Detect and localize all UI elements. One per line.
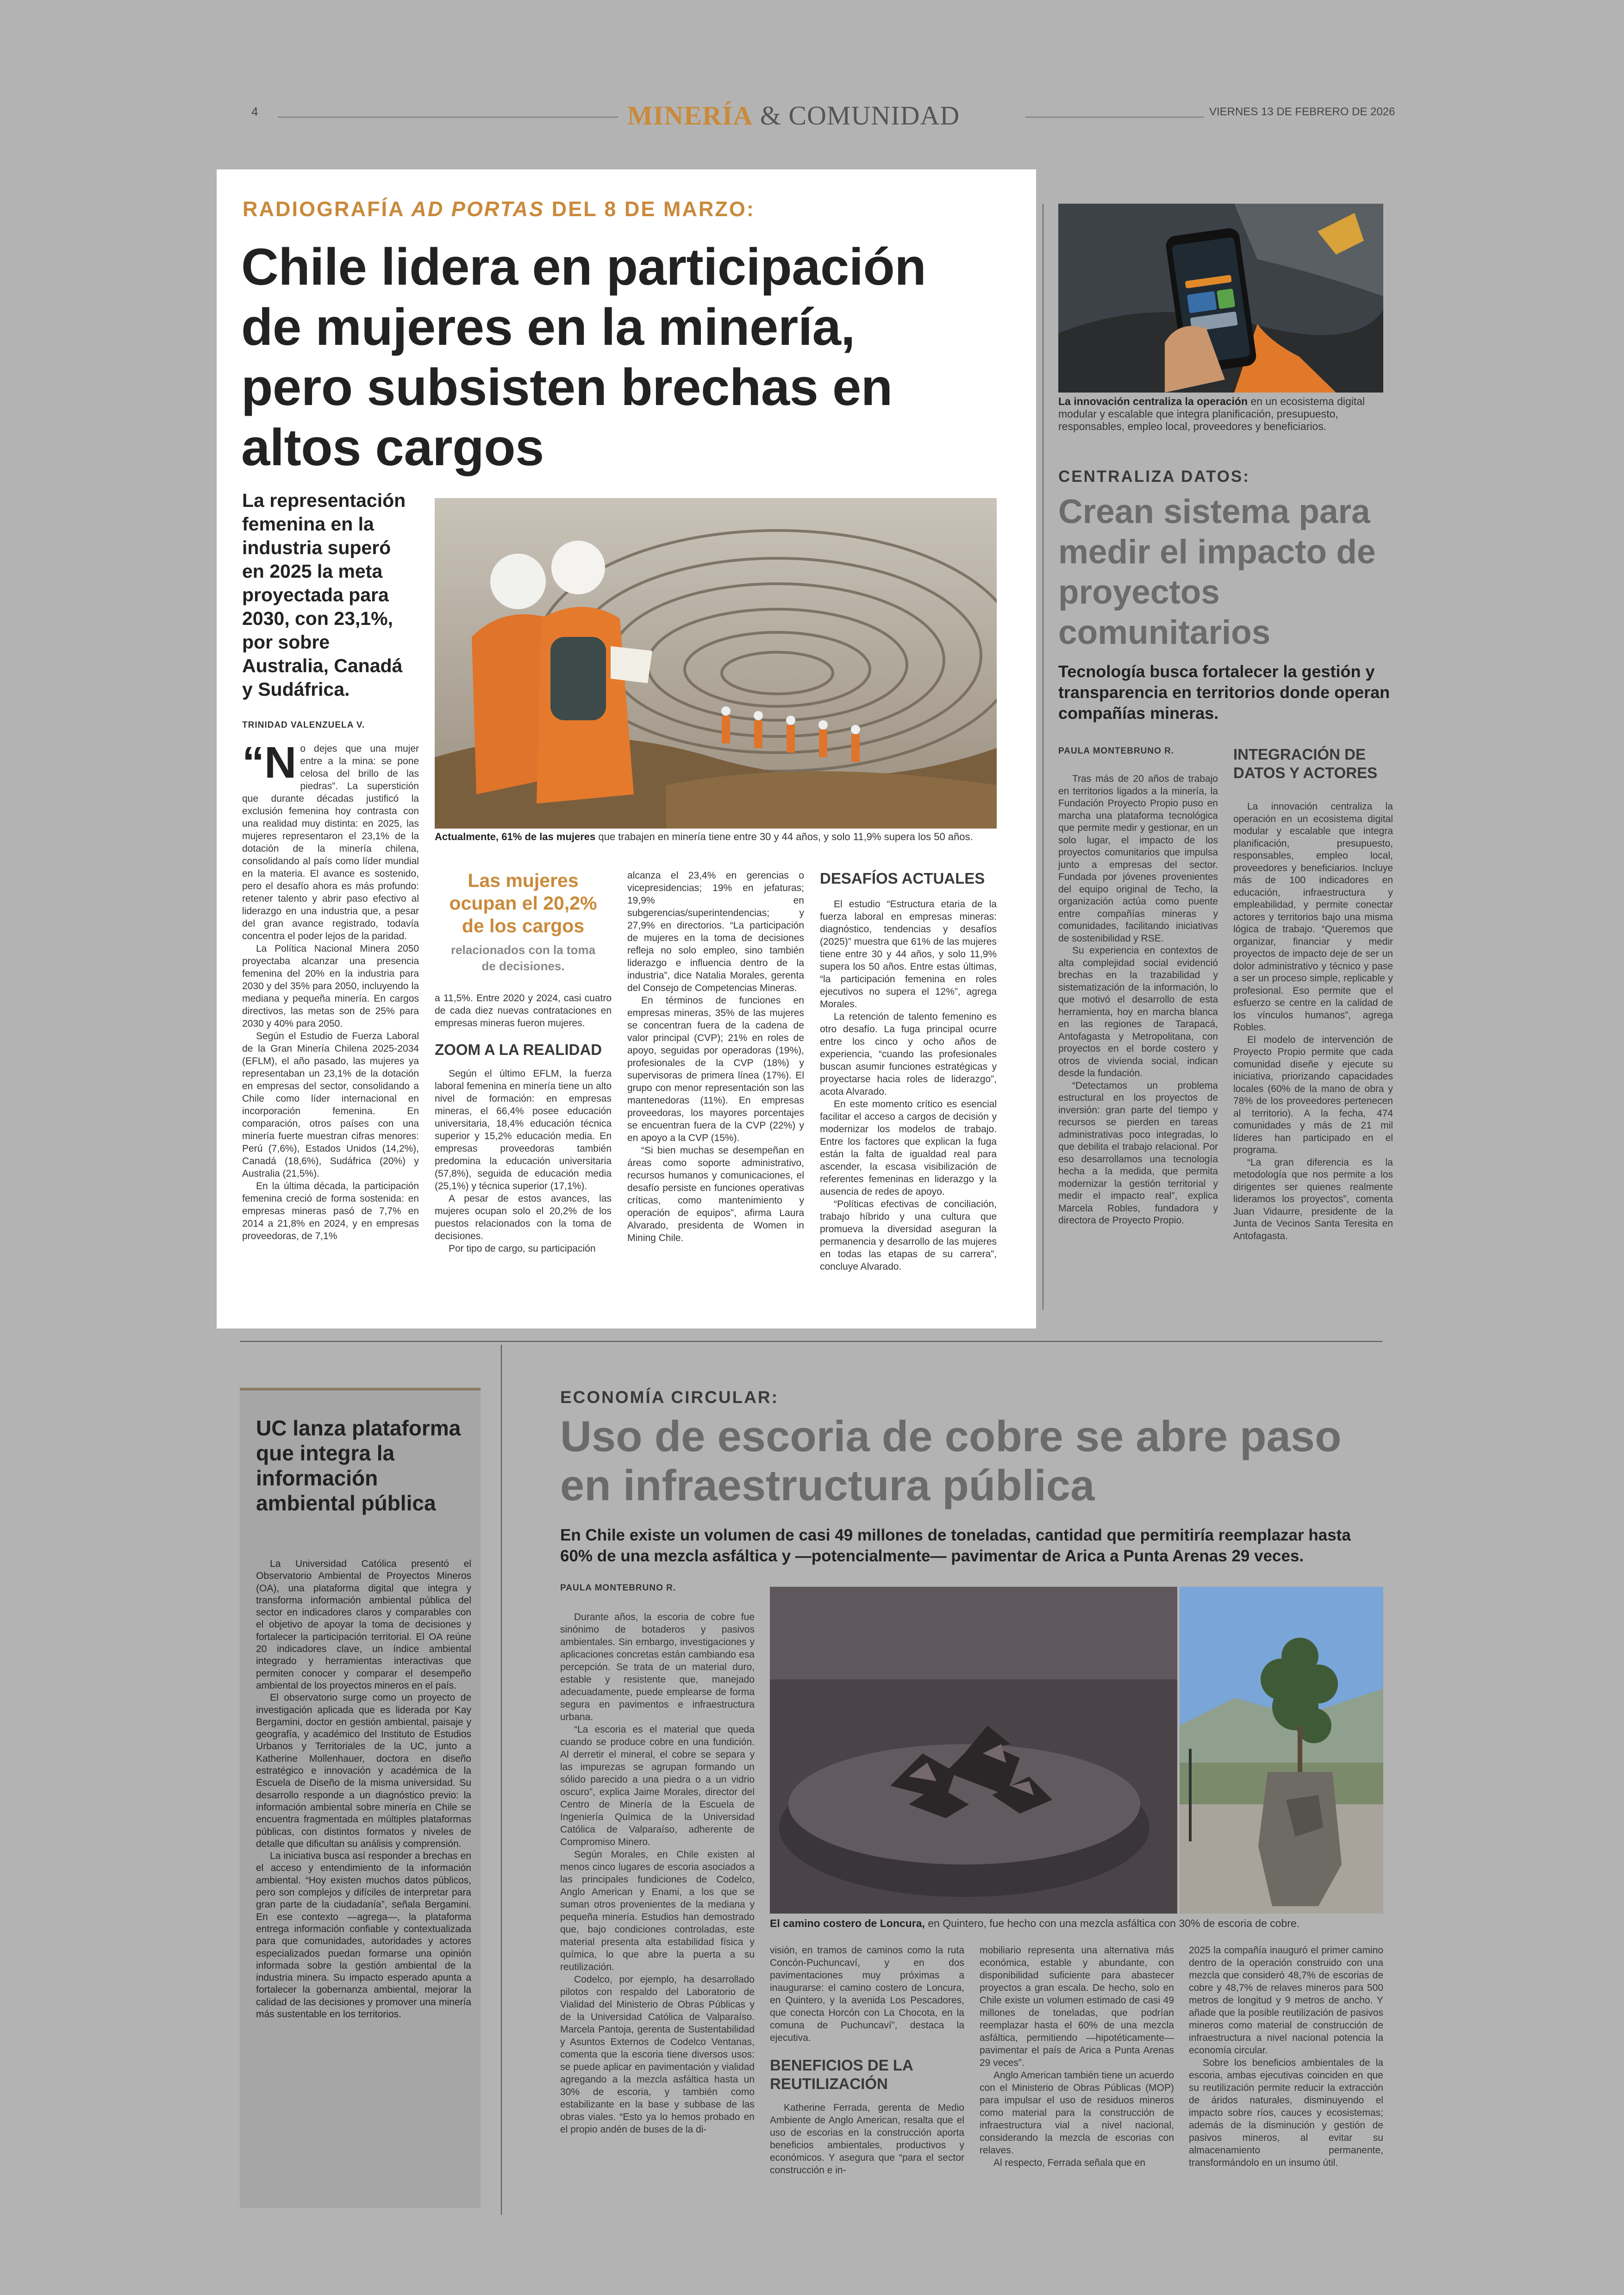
bottom-col3-p1: mobiliario representa una alternativa más económica, estable y abundante, con disponibilidad suficiente para abastecer proyectos a gran escala. De hecho, solo en Chile existe un volumen estimado de casi 49 millones de toneladas, que podrían reemplazar hasta el 60% de una mezcla asfáltica, permitiendo —hipotéticamente— pavimentar el país de Arica a Punta Arenas 29 veces”.: [980, 1945, 1174, 2068]
header-rule-left: [278, 117, 618, 118]
bottom-article: [560, 1384, 1384, 2213]
right-kicker: CENTRALIZA DATOS:: [1058, 468, 1250, 486]
page-header: [0, 93, 1624, 143]
section-title-part2: COMUNIDAD: [788, 100, 960, 131]
main-col1-p2: La Política Nacional Minera 2050 proyectaba alcanzar una presencia femenina del 20% en la industria para 2030 y del 35% para 2050, incluyendo la mediana y pequeña minería. En cargos directivos, las metas son de 25% para 2030 y 40% para 2050.: [242, 943, 419, 1029]
pull-quote: [435, 869, 612, 974]
right-col2-head: INTEGRACIÓN DE DATOS Y ACTORES: [1233, 746, 1378, 781]
right-photo-caption: [1058, 395, 1383, 433]
main-col3-p2: En términos de funciones en empresas mineras, 35% de las mujeres se concentran fuera de la cadena de valor principal (CVP); 21% en roles de apoyo, seguidas por operadoras (19%), profesionales de la CVP (18%) y supervisoras de primera línea (17%). El grupo con menor representación son las mantenedoras (11%). En empresas proveedoras, los mayores porcentajes se encuentran fuera de la CVP (22%) y en apoyo a la CVP (15%).: [627, 995, 804, 1143]
pull-quote-sub: relacionados con la toma de decisiones.: [450, 943, 596, 973]
bottom-col2-head: BENEFICIOS DE LA REUTILIZACIÓN: [770, 2057, 913, 2092]
bottom-kicker: ECONOMÍA CIRCULAR:: [560, 1388, 779, 1407]
bottom-col1-p3: Según Morales, en Chile existen al menos cinco lugares de escoria asociados a las principales fundiciones de Codelco, Anglo American y Enami, a los que se suman otros provenientes de la mediana y pequeña minería. Estudios han demostrado que, bajo condiciones controladas, este material presenta alta estabilidad física y química, lo que abre la puerta a su reutilización.: [560, 1849, 755, 1972]
bottom-col3-p3: Al respecto, Ferrada señala que en: [993, 2158, 1146, 2168]
main-col2-p4: Por tipo de cargo, su participación: [449, 1243, 596, 1254]
sidebar-p2: El observatorio surge como un proyecto de investigación aplicada que es liderada por Kay Bergamini, doctor en gestión ambiental, paisaje y geografía, y académico del Instituto de Estudios Urbanos y Territoriales de la UC, junto a Katherine Mollenhauer, doctora en diseño estratégico e innovación y académica de la Escuela de Diseño de la misma universidad. Su desarrollo responde a un diagnóstico previo: la información ambiental sobre minería en Chile se encuentra fragmentada en múltiples plataformas públicas, con distintos formatos y niveles de detalle que dificultan su análisis y comprensión.: [256, 1692, 471, 1849]
section-title-amp: &: [753, 100, 789, 131]
main-col1: [242, 738, 419, 1242]
main-photo: [435, 498, 997, 829]
main-col3-p1: alcanza el 23,4% en gerencias o vicepresidencias; 19% en jefaturas; 19,9% en subgerencias/superintendencias; y 27,9% en directorios. “La participación de mujeres en la toma de decisiones refleja no solo empleo, sino también liderazgo e influencia dentro de la industria”, dice Natalia Morales, gerenta del Consejo de Competencias Mineras.: [627, 870, 804, 993]
bottom-byline: PAULA MONTEBRUNO R.: [560, 1583, 676, 1593]
main-col3: [627, 869, 804, 1244]
main-col4-head: DESAFÍOS ACTUALES: [820, 870, 985, 887]
bottom-col1-p2: “La escoria es el material que queda cuando se produce cobre en una fundición. Al derretir el mineral, el cobre se separa y las impurezas se agrupan formando un sólido parecido a una piedra o a un vidrio oscuro”, explica Jaime Morales, director del Centro de Minería de la Escuela de Ingeniería Química de la Universidad Católica de Valparaíso, adherente de Compromiso Minero.: [560, 1724, 755, 1847]
main-byline: TRINIDAD VALENZUELA V.: [242, 720, 365, 730]
right-byline: PAULA MONTEBRUNO R.: [1058, 746, 1174, 756]
bottom-photo-caption-bold: El camino costero de Loncura,: [770, 1917, 925, 1929]
sidebar-headline: UC lanza plataforma que integra la información ambiental pública: [256, 1416, 461, 1515]
sidebar-p3: La iniciativa busca así responder a brechas en el acceso y entendimiento de la información ambiental. “Hoy existen muchos datos públicos, pero son complejos y difíciles de interpretar para gran parte de la ciudadanía”, señala Bergamini. En ese contexto —agrega—, la plataforma entrega información confiable y contextualizada para que comunidades, autoridades y actores especializados puedan formarse una opinión informada sobre la gestión ambiental de la industria minera. Su impacto esperado apunta a fortalecer la gobernanza ambiental, mejorar la calidad de las decisiones y promover una minería más sustentable en los territorios.: [256, 1851, 471, 2020]
main-col4-p1: El estudio “Estructura etaria de la fuerza laboral en empresas mineras: diagnóstico, tendencias y desafíos (2025)” muestra que 61% de las mujeres tiene entre 30 y 44 años, y solo 11,9% supera los 50 años. Entre estas últimas, “la participación femenina en roles ejecutivos no supera el 12%”, agrega Morales.: [820, 899, 997, 1010]
right-photo: [1058, 204, 1383, 393]
right-headline: Crean sistema para medir el impacto de proyectos comunitarios: [1058, 493, 1376, 651]
main-photo-caption-rest: que trabajen en minería tiene entre 30 y 44 años, y solo 11,9% supera los 50 años.: [595, 831, 973, 842]
main-col4-p4: “Políticas efectivas de conciliación, trabajo híbrido y una cultura que promueva la diversidad aseguran la permanencia y desarrollo de las mujeres en todas las etapas de su carrera”, concluye Alvarado.: [820, 1199, 997, 1272]
sidebar-p1: La Universidad Católica presentó el Observatorio Ambiental de Proyectos Mineros (OA), una plataforma digital que integra y transforma información ambiental pública del sector en indicadores claros y comparables con el objetivo de apoyar la toma de decisiones y fortalecer la participación territorial. El OA reúne 20 indicadores clave, un índice ambiental integrado y herramientas interactivas que permiten conocer y comparar el desempeño ambiental de los proyectos mineros en el país.: [256, 1559, 471, 1691]
main-col4: [820, 868, 997, 1273]
main-kicker-part2: DEL 8 DE MARZO:: [544, 197, 755, 221]
dropcap: [242, 738, 297, 787]
pull-quote-text: Las mujeres ocupan el 20,2% de los cargos: [449, 870, 597, 936]
right-photo-caption-bold: La innovación centraliza la operación: [1058, 395, 1248, 407]
bottom-col1-p1: Durante años, la escoria de cobre fue sinónimo de botaderos y pasivos ambientales. Sin embargo, investigaciones y aplicaciones concretas están cambiando esa percepción. Se trata de un material duro, estable y resistente que, manejado adecuadamente, puede emplearse de forma segura en pavimentos e infraestructura urbana.: [560, 1612, 755, 1722]
right-article: [1058, 204, 1399, 1315]
bottom-photo-caption: [770, 1917, 1383, 1930]
right-col2-p2: El modelo de intervención de Proyecto Propio permite que cada comunidad diseñe y ejecute su iniciativa, priorizando capacidades locales (60% de la mano de obra y 78% de los proveedores pertenecen al territorio). A la fecha, 474 comunidades y más de 21 mil líderes han participado en el programa.: [1233, 1034, 1393, 1155]
mine-pit-illustration: [435, 498, 997, 829]
right-photo-caption-rest: en un ecosistema digital modular y escalable que integra planificación, presupuesto, responsables, empleo local, proveedores y beneficiarios.: [1058, 395, 1365, 432]
right-col1-p2: Su experiencia en contextos de alta complejidad social evidenció brechas en la trazabilidad y sistematización de la información, lo que motivó el desarrollo de esta herramienta, hoy en marcha blanca en las regiones de Tarapacá, Antofagasta y Metropolitana, con proyectos en el borde costero y otros de vivienda social, indican desde la fundación.: [1058, 945, 1218, 1079]
bottom-col1: [560, 1611, 755, 2136]
bottom-col2: [770, 1944, 964, 2177]
main-col2-p1: a 11,5%. Entre 2020 y 2024, casi cuatro de cada diez nuevas contrataciones en empresas mineras fueron mujeres.: [435, 993, 612, 1029]
main-col1-p3: Según el Estudio de Fuerza Laboral de la Gran Minería Chilena 2025-2034 (EFLM), el año pasado, las mujeres ya representaban un 23,1% de la dotación en empresas del sector, consolidando a Chile como líder internacional en incorporación femenina. En comparación, otros países con una minería fuerte muestran cifras menores: Perú (7,6%), Estados Unidos (14,2%), Canadá (18,6%), Sudáfrica (20%) y Australia (21,5%).: [242, 1031, 419, 1179]
planter-illustration: [1180, 1587, 1383, 1914]
issue-date: VIERNES 13 DE FEBRERO DE 2026: [1209, 106, 1395, 118]
right-col2: [1233, 745, 1393, 1242]
page-number: 4: [251, 105, 258, 118]
main-col2-head: ZOOM A LA REALIDAD: [435, 1041, 602, 1058]
bottom-col2-p2: Katherine Ferrada, gerenta de Medio Ambiente de Anglo American, resalta que el uso de escorias en la construcción aporta beneficios ambientales, productivos y económicos. Y asegura que “para el sector construcción e in-: [770, 2102, 964, 2176]
phone-mine-illustration: [1058, 204, 1383, 393]
header-rule-right: [1025, 117, 1204, 118]
right-col1-p3: “Detectamos un problema estructural en los proyectos de inversión: gran parte del tiempo y recursos se pierden en tareas administrativas poco integradas, lo que debilita el trabajo relacional. Por eso desarrollamos una tecnología hecha a la medida, que permita modernizar la gestión territorial y medir el impacto real”, explica Marcela Robles, fundadora y directora de Proyecto Propio.: [1058, 1080, 1218, 1226]
main-col3-p3: “Si bien muchas se desempeñan en áreas como soporte administrativo, recursos humanos y comunicaciones, el desafío persiste en funciones operativas críticas, como mantenimiento y operación de equipos”, afirma Laura Alvarado, presidenta de Women in Mining Chile.: [627, 1145, 804, 1243]
dropcap-quote: “: [242, 738, 264, 787]
main-col2-p3: A pesar de estos avances, las mujeres ocupan solo el 20,2% de los puestos relacionados con la toma de decisiones.: [435, 1193, 612, 1241]
right-col1: [1058, 773, 1218, 1227]
main-col1-lead: [242, 738, 419, 942]
main-col1-lead-text: o dejes que una mujer entre a la mina: se pone celosa del brillo de las piedras”. La superstición que durante décadas justificó la exclusión femenina hoy contrasta con una realidad muy distinta: en 2025, las mujeres representaron el 23,1% de la dotación de la minería chilena, consolidando al país como líder mundial en la materia. El avance es sostenido, pero el desafío ahora es más profundo: retener talento y abrir paso efectivo al liderazgo en una industria que, a pesar del gran avance registrado, todavía concentra el poder lejos de la paridad.: [242, 743, 419, 942]
bottom-photo-planter: [1180, 1587, 1383, 1914]
sidebar-body: [256, 1558, 471, 2021]
main-article: [217, 169, 1036, 1328]
main-kicker: [243, 197, 755, 221]
bottom-photo-caption-rest: en Quintero, fue hecho con una mezcla asfáltica con 30% de escoria de cobre.: [924, 1917, 1300, 1929]
section-divider: [240, 1341, 1382, 1342]
right-deck: Tecnología busca fortalecer la gestión y transparencia en territorios donde operan compañías mineras.: [1058, 662, 1390, 723]
main-col4-p3: En este momento crítico es esencial facilitar el acceso a cargos de decisión y modernizar los modelos de trabajo. Entre los factores que explican la fuga están la falta de igualdad real para ascender, la escasa visibilización de referentes femeninas en liderazgo y la ausencia de redes de apoyo.: [820, 1099, 997, 1197]
bottom-col2-p1: visión, en tramos de caminos como la ruta Concón-Puchuncaví, y en dos pavimentaciones muy próximas a inaugurarse: el camino costero de Loncura, en Quintero, y la avenida Los Pescadores, que conecta Horcón con La Chocota, en la comuna de Puchuncaví”, destaca la ejecutiva.: [770, 1945, 964, 2043]
main-photo-caption-bold: Actualmente, 61% de las mujeres: [435, 831, 596, 842]
bottom-photo-slag: [770, 1587, 1177, 1914]
right-col2-p1: La innovación centraliza la operación en un ecosistema digital modular y escalable que integra planificación, presupuesto, responsables, empleo local, proveedores y beneficiarios. Incluye más de 100 indicadores en educación, infraestructura y empleabilidad, y permite conectar actores y territorios bajo una misma lógica de trabajo. “Queremos que organizar, financiar y medir proyectos de impacto deje de ser un dolor administrativo y técnico y pase a ser un proceso simple, replicable y profesional. Eso permite que el esfuerzo se centre en la calidad de los vínculos humanos”, agrega Robles.: [1233, 801, 1393, 1033]
main-headline: Chile lidera en participación de mujeres en la minería, pero subsisten brechas en altos cargos: [241, 238, 926, 476]
bottom-col3: [980, 1944, 1174, 2169]
bottom-headline: Uso de escoria de cobre se abre paso en infraestructura pública: [560, 1412, 1342, 1509]
main-kicker-part1: RADIOGRAFÍA: [243, 197, 412, 221]
main-kicker-italic: AD PORTAS: [411, 197, 545, 221]
main-col2: [435, 869, 612, 1255]
vertical-divider-bottom: [501, 1345, 502, 2215]
bottom-col4: [1189, 1944, 1383, 2169]
main-deck: La representación femenina en la industria superó en 2025 la meta proyectada para 2030, con 23,1%, por sobre Australia, Canadá y Sudáfrica.: [242, 490, 406, 700]
slag-illustration: [770, 1587, 1177, 1914]
main-col4-p2: La retención de talento femenino es otro desafío. La fuga principal ocurre entre los cinco y ocho años de experiencia, “cuando las profesionales buscan asumir funciones estratégicas y proyectarse hacia roles de liderazgo”, acota Alvarado.: [820, 1011, 997, 1097]
section-title-part1: MINERÍA: [627, 100, 753, 131]
sidebar-article: [240, 1388, 481, 2208]
bottom-col4-p1: 2025 la compañía inauguró el primer camino dentro de la operación construido con una mezcla que consideró 48,7% de escorias de cobre y 48,7% de relaves mineros para 500 metros de longitud y 9 metros de ancho. Y añade que la posible reutilización de pasivos mineros como material de construcción de infraestructura a nivel nacional potencia la economía circular.: [1189, 1945, 1383, 2056]
bottom-col4-p2: Sobre los beneficios ambientales de la escoria, ambas ejecutivas coinciden en que su reutilización permite reducir la extracción de áridos naturales, disminuyendo el impacto sobre ríos, cauces y ecosistemas; además de la disminución y gestión de pasivos mineros, al evitar su almacenamiento permanente, transformándolo en un insumo útil.: [1189, 2058, 1383, 2168]
main-col2-p2: Según el último EFLM, la fuerza laboral femenina en minería tiene un alto nivel de formación: en empresas mineras, el 66,4% posee educación universitaria, 18,4% educación técnica superior y 15,2% educación media. En empresas proveedoras también predomina la educación universitaria (57,8%), seguida de educación media (25,1%) y técnica superior (17,1%).: [435, 1068, 612, 1191]
right-col1-p1: Tras más de 20 años de trabajo en territorios ligados a la minería, la Fundación Proyecto Propio puso en marcha una plataforma tecnológica que permite medir y gestionar, en un solo lugar, el impacto de los proyectos comunitarios que impulsa junto a empresas del sector. Fundada por jóvenes provenientes del equipo original de Techo, la organización actúa como puente entre compañías mineras y comunidades, facilitando iniciativas de sostenibilidad y RSE.: [1058, 773, 1218, 944]
dropcap-letter: N: [264, 738, 297, 787]
main-photo-caption: [435, 830, 997, 843]
right-col2-p3: “La gran diferencia es la metodología que nos permite a los dirigentes ser quienes realmente lideramos los proyectos”, comenta Juan Vidaurre, presidente de la Junta de Vecinos Santa Teresita en Antofagasta.: [1233, 1157, 1393, 1241]
main-col1-p4: En la última década, la participación femenina creció de forma sostenida: en empresas mineras pasó de 7,7% en 2014 a 21,8% en 2024, y en empresas proveedoras, de 7,1%: [242, 1181, 419, 1241]
bottom-deck: En Chile existe un volumen de casi 49 millones de toneladas, cantidad que permitiría reemplazar hasta 60% de una mezcla asfáltica y —potencialmente— pavimentar de Arica a Punta Arenas 29 veces.: [560, 1526, 1351, 1565]
section-title: [627, 100, 960, 131]
bottom-col3-p2: Anglo American también tiene un acuerdo con el Ministerio de Obras Públicas (MOP) para impulsar el uso de residuos mineros como material para la construcción de infraestructura vial a nivel nacional, considerando la mezcla de escorias con relaves.: [980, 2070, 1174, 2156]
bottom-col1-p4: Codelco, por ejemplo, ha desarrollado pilotos con respaldo del Laboratorio de Vialidad del Ministerio de Obras Públicas y de la Universidad Católica de Valparaíso. Marcela Pantoja, gerenta de Sustentabilidad y Asuntos Externos de Codelco Ventanas, comenta que la escoria tiene diversos usos: se puede aplicar en pavimentación y vialidad agregando a la mezcla asfáltica hasta un 30% de escoria, y también como estabilizante en la base y subbase de las obras viales. “Esto ya lo hemos probado en el propio andén de buses de la di-: [560, 1974, 755, 2135]
